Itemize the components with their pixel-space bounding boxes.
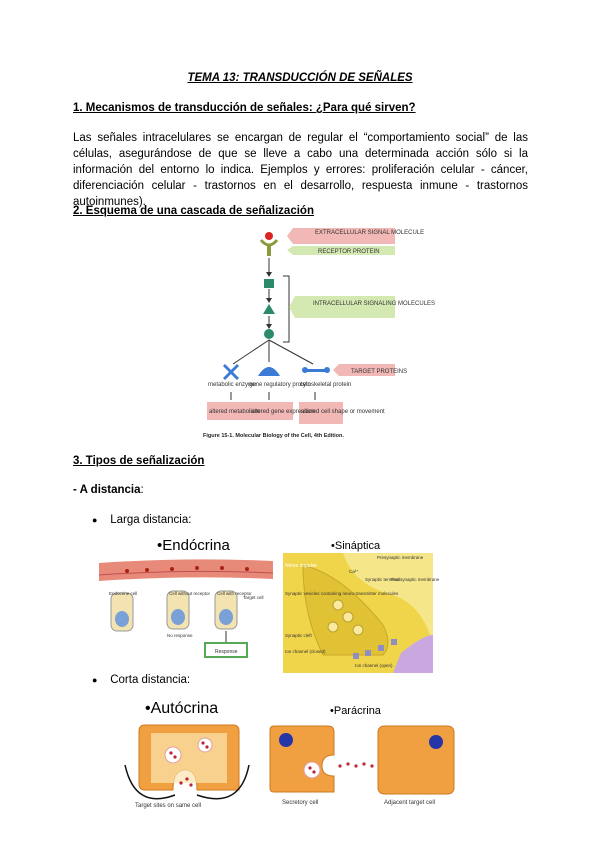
paracrine-figure <box>268 700 468 810</box>
circle-molecule-icon <box>264 329 274 339</box>
paracrine-title: •Parácrina <box>330 705 381 717</box>
section3-heading: 3. Tipos de señalización <box>73 455 205 467</box>
signaling-cascade-figure <box>203 224 436 442</box>
altered-cell-label: altered cell shape or movement <box>301 409 385 415</box>
intracellular-label: INTRACELLULAR SIGNALING MOLECULES <box>313 301 436 307</box>
section2-heading: 2. Esquema de una cascada de señalización <box>73 205 314 217</box>
extracellular-label: EXTRACELLULAR SIGNAL MOLECULE <box>315 230 425 236</box>
cytoskeletal-label: cytoskeletal protein <box>300 382 352 388</box>
svg-text:Nerve impulse: Nerve impulse <box>285 563 317 569</box>
distance-subheading <box>73 484 144 496</box>
bullet-dot-icon: ● <box>92 675 98 685</box>
metabolic-label: metabolic enzyme <box>208 382 257 388</box>
svg-text:INTRACELLULAR SIGNALING MOLECU <box>313 301 435 307</box>
autocrine-caption: Target sites on same cell <box>135 803 202 809</box>
bullet-short-distance-label: Corta distancia: <box>110 674 191 686</box>
altered-metabolism-label: altered metabolism <box>209 409 260 415</box>
autocrine-figure <box>115 695 260 810</box>
autocrine-title: •Autócrina <box>145 700 219 717</box>
svg-text:Response: Response <box>215 649 238 655</box>
svg-text:Synaptic vesicles containing n: Synaptic vesicles containing neuro-transmitter molecules <box>285 591 399 596</box>
adjacent-target-cell <box>378 726 454 794</box>
svg-text:Postsynaptic membrane: Postsynaptic membrane <box>391 577 440 582</box>
section1-heading: 1. Mecanismos de transducción de señales: ¿Para qué sirven? <box>73 102 416 114</box>
synaptic-figure <box>283 535 440 675</box>
signal-molecule-icon <box>265 232 273 240</box>
target-label: TARGET PROTEINS <box>351 369 408 375</box>
distance-subheading-colon: : <box>140 484 144 496</box>
altered-gene-label: altered gene expression <box>251 409 316 415</box>
endocrine-title: •Endócrina <box>157 537 230 554</box>
svg-text:Target cell: Target cell <box>243 595 264 600</box>
secretory-cell <box>270 726 334 792</box>
secretory-label: Secretory cell <box>282 800 319 806</box>
svg-text:Ca²⁺: Ca²⁺ <box>349 569 359 574</box>
intracellular-label-box <box>289 296 395 318</box>
adjacent-label: Adjacent target cell <box>384 800 436 806</box>
square-molecule-icon <box>264 279 274 288</box>
gene-label: gene regulatory protein <box>249 382 311 388</box>
synaptic-title: •Sináptica <box>331 540 381 552</box>
cytoskeletal-icon <box>305 369 327 372</box>
svg-text:No response: No response <box>167 633 193 638</box>
svg-text:Endocrine cell: Endocrine cell <box>109 591 138 596</box>
svg-text:Cell without receptor: Cell without receptor <box>169 591 211 596</box>
document-title: TEMA 13: TRANSDUCCIÓN DE SEÑALES <box>187 72 413 84</box>
endocrine-figure <box>97 535 275 665</box>
svg-text:Synaptic cleft: Synaptic cleft <box>285 633 312 638</box>
svg-text:Synaptic terminal: Synaptic terminal <box>365 577 400 582</box>
svg-text:Presynaptic membrane: Presynaptic membrane <box>377 555 424 560</box>
bullet-long-distance-label: Larga distancia: <box>110 514 192 526</box>
receptor-label: RECEPTOR PROTEIN <box>318 249 380 255</box>
bullet-short-distance <box>92 674 190 686</box>
distance-subheading-label: - A distancia <box>73 484 141 496</box>
section1-paragraph: Las señales intracelulares se encargan de regular el “comportamiento social” de las células, asegurándose de que se lleve a cabo una determinada acción sólo si la información del entorno lo indica. Ejemplos y errores: proliferación celular - cáncer, diferenciación celular - trastornos en el desarrollo, respuesta inmune - trastornos autoinmunes). <box>73 132 528 208</box>
svg-text:Ion channel (closed): Ion channel (closed) <box>285 649 326 654</box>
svg-text:Cell with receptor: Cell with receptor <box>217 591 252 596</box>
svg-text:Ion channel (open): Ion channel (open) <box>355 663 393 668</box>
bullet-long-distance <box>92 514 191 526</box>
figure-caption: Figure 15-1. Molecular Biology of the Cell, 4th Edition. <box>203 433 344 439</box>
bullet-dot-icon: ● <box>92 515 98 525</box>
